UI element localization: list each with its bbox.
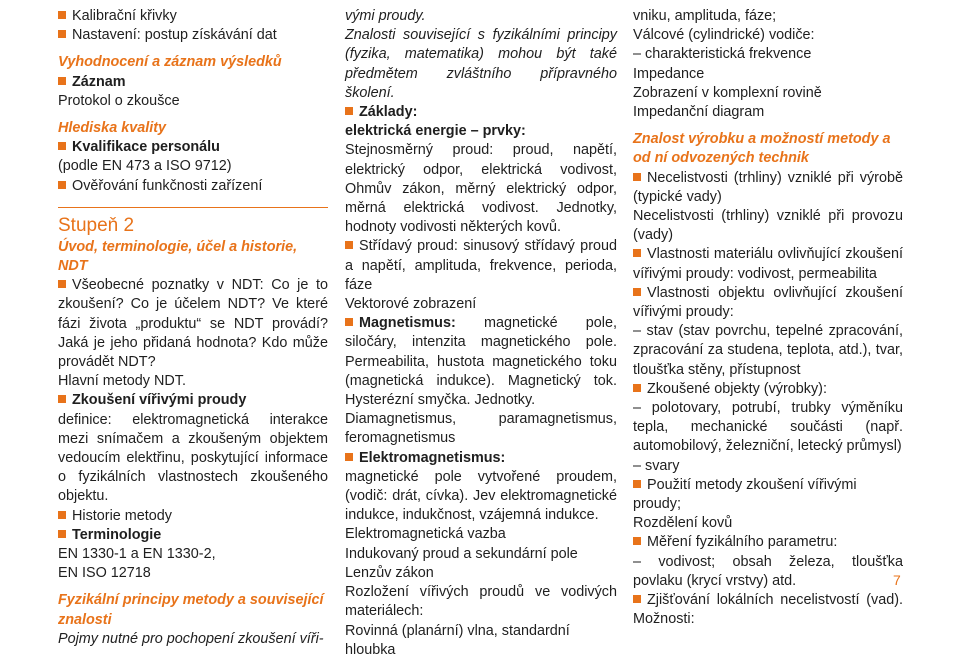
bullet-item: Terminologie <box>58 526 328 545</box>
body-paragraph: – stav (stav povrchu, tepelné zpracování, zpracování za studena, teplota, atd.), tvar, tloušťka stěny, přístupnost <box>633 323 903 378</box>
body-paragraph: Stejnosměrný proud: proud, napětí, elektrický odpor, elektrická vodivost, Ohmův zákon, měrný elektrický odpor, měrná elektrická vodivost. Jednotky, hodnoty vodivosti některých kovů. <box>345 142 617 236</box>
bullet-item: Elektromagnetismus: <box>345 449 617 468</box>
bullet-item: Historie metody <box>58 507 328 526</box>
bullet-square-icon <box>633 288 641 296</box>
bullet-square-icon <box>345 107 353 115</box>
divider <box>58 207 328 208</box>
section-heading: Vyhodnocení a záznam výsledků <box>58 54 282 71</box>
bullet-paragraph: Vlastnosti objektu ovlivňující zkoušení vířivými proudy: <box>633 284 903 321</box>
body-text: Lenzův zákon <box>345 564 434 581</box>
bullet-item: Kvalifikace personálu <box>58 138 328 157</box>
body-text: Impedance <box>633 65 705 82</box>
body-text: vniku, amplituda, fáze; <box>633 8 777 24</box>
body-text: Pojmy nutné pro pochopení zkoušení víři- <box>58 630 324 647</box>
body-text: Hlavní metody NDT. <box>58 373 186 390</box>
bullet-square-icon <box>633 537 641 545</box>
body-text: (podle EN 473 a ISO 9712) <box>58 158 232 175</box>
page-number: 7 <box>893 572 901 588</box>
bullet-paragraph: Zjišťování lokálních necelistvostí (vad). Možnosti: <box>633 592 903 628</box>
bullet-item: Nastavení: postup získávání dat <box>58 26 328 45</box>
level-title: Stupeň 2 <box>58 214 135 236</box>
body-text: – svary <box>633 457 680 474</box>
bullet-square-icon <box>58 30 66 38</box>
section-heading: Znalost výrobku a možností metody a od ní odvozených technik <box>633 131 891 167</box>
body-paragraph: Znalosti související s fyzikálními principy (fyzika, matematika) mohou být také předmětem zvláštního přípravného školení. <box>345 27 617 101</box>
bullet-square-icon <box>58 77 66 85</box>
bullet-item: Kalibrační křivky <box>58 7 328 26</box>
section-heading: Fyzikální principy metody a související znalosti <box>58 592 324 628</box>
bullet-square-icon <box>58 11 66 19</box>
bullet-paragraph: Střídavý proud: sinusový střídavý proud a napětí, amplituda, frekvence, perioda, fáze <box>345 238 617 293</box>
body-text: EN 1330-1 a EN 1330-2, <box>58 546 216 563</box>
section-heading: Úvod, terminologie, účel a historie, NDT <box>58 238 298 275</box>
column-3 <box>633 7 903 630</box>
bullet-square-icon <box>58 530 66 538</box>
body-paragraph: magnetické pole vytvořené proudem, (vodič: drát, cívka). Jev elektromagnetické indukce, indukčnost, vzájemná indukce. <box>345 468 617 524</box>
bullet-paragraph: Všeobecné poznatky v NDT: Co je to zkoušení? Co je účelem NDT? Ve které fázi života „produktu“ se NDT provádí? Jaká je jeho přidaná hodnota? Kdo může provádět NDT? <box>58 277 328 371</box>
body-text: Indukovaný proud a sekundární pole <box>345 545 578 562</box>
column-2 <box>345 7 617 660</box>
body-text: Protokol o zkoušce <box>58 92 180 109</box>
bullet-square-icon <box>633 173 641 181</box>
bullet-item: Zkoušené objekty (výrobky): <box>633 380 903 399</box>
body-text: Vektorové zobrazení <box>345 296 477 313</box>
bullet-square-icon <box>58 181 66 189</box>
body-paragraph: – vodivost; obsah železa, tloušťka povlaku (krycí vrstvy) atd. <box>633 553 903 589</box>
bullet-square-icon <box>633 595 641 603</box>
bullet-square-icon <box>345 318 353 326</box>
bullet-square-icon <box>58 280 66 288</box>
subheading: elektrická energie – prvky: <box>345 123 526 140</box>
body-text: EN ISO 12718 <box>58 565 151 582</box>
bullet-item: Zkoušení vířivými proudy <box>58 391 328 410</box>
body-text: Válcové (cylindrické) vodiče: <box>633 27 815 44</box>
bullet-paragraph: Magnetismus: magnetické pole, siločáry, intenzita magnetického pole. Permeabilita, hustota magnetického toku (magnetická indukce). Magnetický tok. Hysterézní smyčka. Jednotky. <box>345 315 617 409</box>
body-paragraph: Diamagnetismus, paramagnetismus, feromagnetismus <box>345 411 617 447</box>
body-paragraph: Rozložení vířivých proudů ve vodivých materiálech: <box>345 584 617 620</box>
section-heading: Hlediska kvality <box>58 120 166 137</box>
bullet-item: Měření fyzikálního parametru: <box>633 533 903 552</box>
bullet-paragraph: Vlastnosti materiálu ovlivňující zkoušení vířivými proudy: vodivost, permeabilita <box>633 246 903 282</box>
bullet-square-icon <box>58 395 66 403</box>
bullet-square-icon <box>345 241 353 249</box>
body-text: Elektromagnetická vazba <box>345 526 506 543</box>
body-paragraph: definice: elektromagnetická interakce mezi snímačem a zkoušeným objektem vedoucím elektřinu, poskytující informace o fyzikálních vlastnostech zkoušeného objektu. <box>58 411 328 505</box>
body-text: Rovinná (planární) vlna, standardní hloubka <box>345 622 570 658</box>
bullet-item: Základy: <box>345 103 617 122</box>
body-text: vými proudy. <box>345 8 426 24</box>
bullet-square-icon <box>58 511 66 519</box>
bullet-square-icon <box>58 142 66 150</box>
bullet-square-icon <box>633 249 641 257</box>
body-text: – charakteristická frekvence <box>633 46 812 63</box>
bullet-item: Ověřování funkčnosti zařízení <box>58 177 328 196</box>
bullet-square-icon <box>345 453 353 461</box>
body-text: Zobrazení v komplexní rovině <box>633 84 822 101</box>
body-text: Rozdělení kovů <box>633 515 733 532</box>
body-paragraph: Necelistvosti (trhliny) vzniklé při provozu (vady) <box>633 208 903 244</box>
bullet-item: Záznam <box>58 73 328 92</box>
body-text: Impedanční diagram <box>633 104 765 121</box>
bullet-square-icon <box>633 480 641 488</box>
bullet-paragraph: Necelistvosti (trhliny) vzniklé při výrobě (typické vady) <box>633 169 903 205</box>
body-paragraph: – polotovary, potrubí, trubky výměníku tepla, mechanické součásti (např. automobilový, železniční, letecký průmysl) <box>633 400 903 455</box>
bullet-square-icon <box>633 384 641 392</box>
bullet-item: Použití metody zkoušení vířivými proudy; <box>633 476 857 513</box>
column-1 <box>58 7 328 649</box>
